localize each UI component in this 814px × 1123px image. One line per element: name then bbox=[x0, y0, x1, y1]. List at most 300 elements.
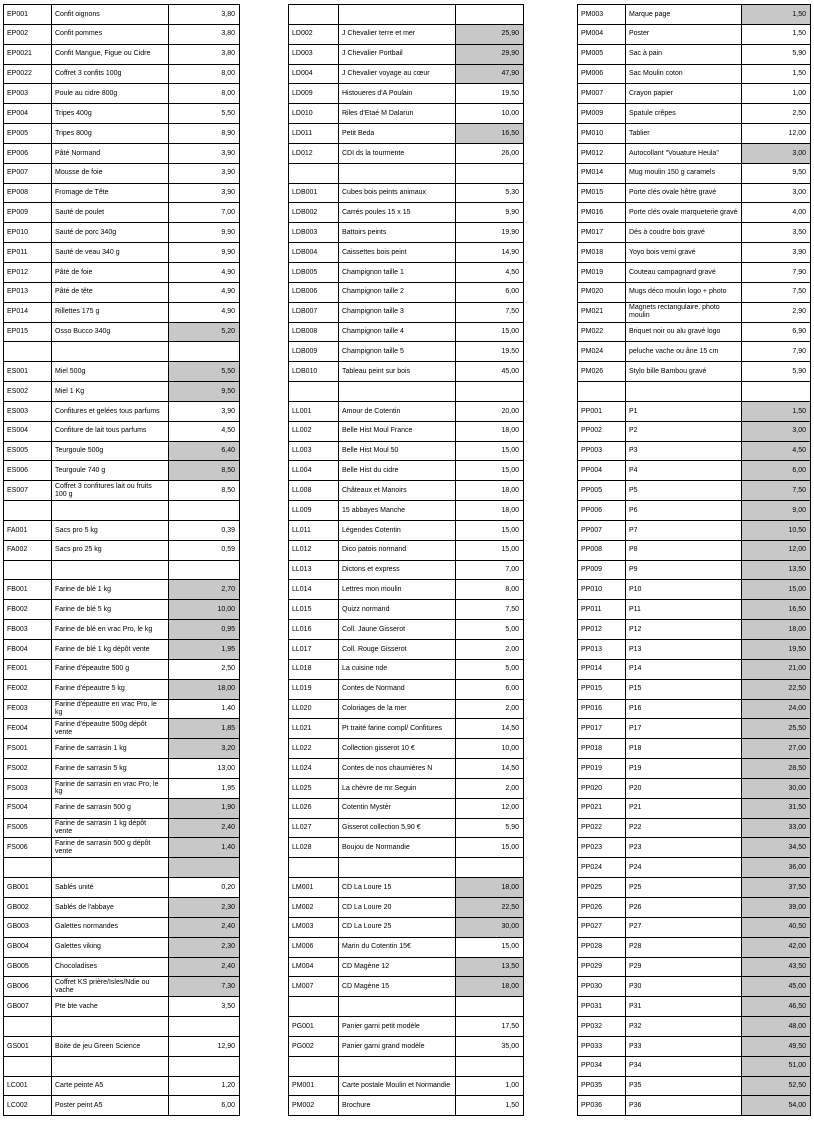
table-row bbox=[4, 163, 240, 183]
product-code-cell: EP010 bbox=[4, 223, 52, 243]
product-name-cell: Teurgoule 740 g bbox=[52, 461, 169, 481]
price-cell: 2,40 bbox=[169, 957, 240, 977]
product-name-cell: Coloriages de la mer bbox=[339, 699, 456, 719]
spacer-row bbox=[4, 342, 240, 362]
product-name-cell: Histoueres d'A Poulain bbox=[339, 84, 456, 104]
price-cell: 19,90 bbox=[456, 223, 524, 243]
product-code-cell: PM003 bbox=[578, 5, 626, 25]
price-cell: 12,90 bbox=[169, 1036, 240, 1056]
product-name-cell: Mousse de foie bbox=[52, 163, 169, 183]
price-cell: 42,00 bbox=[742, 937, 811, 957]
price-cell: 4,90 bbox=[169, 262, 240, 282]
price-cell bbox=[169, 342, 240, 362]
product-code-cell: LL013 bbox=[289, 560, 339, 580]
table-row bbox=[578, 44, 811, 64]
product-code-cell: FB002 bbox=[4, 600, 52, 620]
price-cell: 1,20 bbox=[169, 1076, 240, 1096]
price-cell: 21,00 bbox=[742, 659, 811, 679]
table-row bbox=[578, 778, 811, 798]
product-name-cell bbox=[339, 997, 456, 1017]
table-row bbox=[4, 481, 240, 501]
price-cell: 0,95 bbox=[169, 620, 240, 640]
table-row bbox=[289, 719, 524, 739]
product-name-cell: Dico patois normand bbox=[339, 540, 456, 560]
price-cell: 14,50 bbox=[456, 719, 524, 739]
product-code-cell: FA002 bbox=[4, 540, 52, 560]
product-code-cell: PP026 bbox=[578, 897, 626, 917]
product-code-cell: LL016 bbox=[289, 620, 339, 640]
product-code-cell: PP011 bbox=[578, 600, 626, 620]
table-row bbox=[4, 461, 240, 481]
spacer-row bbox=[289, 163, 524, 183]
table-row bbox=[4, 640, 240, 660]
price-cell: 7,50 bbox=[742, 282, 811, 302]
table-row bbox=[289, 342, 524, 362]
price-table-body bbox=[289, 5, 524, 1116]
price-cell: 33,00 bbox=[742, 818, 811, 838]
price-cell: 1,50 bbox=[742, 401, 811, 421]
table-row bbox=[4, 957, 240, 977]
table-row bbox=[4, 620, 240, 640]
product-code-cell: FS006 bbox=[4, 838, 52, 858]
product-code-cell: PM020 bbox=[578, 282, 626, 302]
product-name-cell: Farine de sarrasin 5 kg bbox=[52, 759, 169, 779]
product-code-cell: FB001 bbox=[4, 580, 52, 600]
price-cell: 8,00 bbox=[169, 84, 240, 104]
product-code-cell bbox=[289, 1056, 339, 1076]
price-cell: 2,70 bbox=[169, 580, 240, 600]
product-name-cell: P18 bbox=[626, 739, 742, 759]
product-name-cell: P29 bbox=[626, 957, 742, 977]
table-row bbox=[578, 1076, 811, 1096]
table-row bbox=[4, 24, 240, 44]
table-row bbox=[578, 560, 811, 580]
table-row bbox=[289, 84, 524, 104]
price-cell: 4,50 bbox=[169, 421, 240, 441]
price-cell: 2,40 bbox=[169, 917, 240, 937]
table-row bbox=[4, 143, 240, 163]
product-code-cell: LD009 bbox=[289, 84, 339, 104]
table-row bbox=[4, 878, 240, 898]
price-cell: 5,00 bbox=[456, 659, 524, 679]
product-name-cell: Poster peint A5 bbox=[52, 1096, 169, 1116]
product-name-cell: Poule au cidre 800g bbox=[52, 84, 169, 104]
product-code-cell: GB003 bbox=[4, 917, 52, 937]
table-row bbox=[4, 203, 240, 223]
product-code-cell: PP005 bbox=[578, 481, 626, 501]
price-cell: 13,50 bbox=[456, 957, 524, 977]
price-cell: 3,20 bbox=[169, 739, 240, 759]
price-cell: 2,40 bbox=[169, 818, 240, 838]
product-name-cell: Coll. Rouge Gisserot bbox=[339, 640, 456, 660]
price-cell: 3,00 bbox=[742, 143, 811, 163]
table-row bbox=[4, 759, 240, 779]
product-name-cell: Farine de blé en vrac Pro, le kg bbox=[52, 620, 169, 640]
product-code-cell: LL009 bbox=[289, 501, 339, 521]
product-name-cell: Boite de jeu Green Science bbox=[52, 1036, 169, 1056]
product-code-cell: LM007 bbox=[289, 977, 339, 997]
price-cell: 19,50 bbox=[456, 84, 524, 104]
product-code-cell: PP020 bbox=[578, 778, 626, 798]
price-cell: 9,90 bbox=[169, 243, 240, 263]
price-cell: 51,00 bbox=[742, 1056, 811, 1076]
table-row bbox=[289, 461, 524, 481]
product-name-cell: Pâté de tête bbox=[52, 282, 169, 302]
product-name-cell bbox=[339, 1056, 456, 1076]
price-cell: 7,90 bbox=[742, 262, 811, 282]
product-code-cell: ES004 bbox=[4, 421, 52, 441]
price-cell bbox=[169, 501, 240, 521]
product-name-cell: Coffret 3 confitures lait ou fruits 100 g bbox=[52, 481, 169, 501]
product-name-cell: Coffret 3 confits 100g bbox=[52, 64, 169, 84]
table-row bbox=[4, 1076, 240, 1096]
price-cell: 25,90 bbox=[456, 24, 524, 44]
table-row bbox=[4, 699, 240, 719]
table-row bbox=[4, 382, 240, 402]
product-code-cell bbox=[4, 501, 52, 521]
table-row bbox=[4, 838, 240, 858]
product-name-cell: P32 bbox=[626, 1017, 742, 1037]
product-name-cell: P7 bbox=[626, 520, 742, 540]
table-row bbox=[578, 679, 811, 699]
table-row bbox=[578, 183, 811, 203]
product-code-cell: LDB006 bbox=[289, 282, 339, 302]
product-code-cell: LDB010 bbox=[289, 362, 339, 382]
table-row bbox=[578, 540, 811, 560]
price-cell bbox=[742, 382, 811, 402]
product-code-cell: PM006 bbox=[578, 64, 626, 84]
price-cell: 7,00 bbox=[456, 560, 524, 580]
table-row bbox=[578, 501, 811, 521]
table-row bbox=[578, 163, 811, 183]
product-name-cell: Amour de Cotentin bbox=[339, 401, 456, 421]
product-code-cell: FS002 bbox=[4, 759, 52, 779]
price-cell: 3,80 bbox=[169, 5, 240, 25]
product-name-cell: Champignon taille 3 bbox=[339, 302, 456, 322]
product-code-cell: PP023 bbox=[578, 838, 626, 858]
table-row bbox=[289, 659, 524, 679]
product-name-cell: Farine de blé 1 kg bbox=[52, 580, 169, 600]
product-name-cell: Crayon papier bbox=[626, 84, 742, 104]
table-row bbox=[289, 878, 524, 898]
price-cell: 14,50 bbox=[456, 759, 524, 779]
product-name-cell: Collection gisserot 10 € bbox=[339, 739, 456, 759]
price-cell: 1,90 bbox=[169, 798, 240, 818]
product-name-cell bbox=[52, 501, 169, 521]
price-cell: 8,50 bbox=[169, 461, 240, 481]
price-cell: 40,50 bbox=[742, 917, 811, 937]
product-name-cell: Fromage de Tête bbox=[52, 183, 169, 203]
product-name-cell: Miel 1 Kg bbox=[52, 382, 169, 402]
product-code-cell: LDB003 bbox=[289, 223, 339, 243]
price-cell: 2,50 bbox=[169, 659, 240, 679]
table-row bbox=[4, 243, 240, 263]
product-code-cell: LM003 bbox=[289, 917, 339, 937]
table-row bbox=[578, 342, 811, 362]
price-cell: 13,00 bbox=[169, 759, 240, 779]
product-name-cell: Miel 500g bbox=[52, 362, 169, 382]
product-name-cell bbox=[52, 858, 169, 878]
product-name-cell: P25 bbox=[626, 878, 742, 898]
price-cell: 18,00 bbox=[742, 620, 811, 640]
product-name-cell: Couteau campagnard gravé bbox=[626, 262, 742, 282]
product-code-cell: GB002 bbox=[4, 897, 52, 917]
product-name-cell: Champignon taille 1 bbox=[339, 262, 456, 282]
price-table-2 bbox=[288, 4, 524, 1116]
product-name-cell: Champignon taille 4 bbox=[339, 322, 456, 342]
product-name-cell: CD La Loure 25 bbox=[339, 917, 456, 937]
product-name-cell: P20 bbox=[626, 778, 742, 798]
table-row bbox=[289, 64, 524, 84]
price-cell: 15,00 bbox=[456, 937, 524, 957]
table-row bbox=[578, 421, 811, 441]
product-name-cell: Tablier bbox=[626, 124, 742, 144]
product-name-cell: Châteaux et Manoirs bbox=[339, 481, 456, 501]
product-code-cell: PM007 bbox=[578, 84, 626, 104]
product-name-cell: P2 bbox=[626, 421, 742, 441]
price-cell bbox=[169, 1017, 240, 1037]
spacer-row bbox=[289, 1056, 524, 1076]
product-name-cell: Carte postale Moulin et Normandie bbox=[339, 1076, 456, 1096]
product-code-cell: EP0021 bbox=[4, 44, 52, 64]
table-row bbox=[4, 362, 240, 382]
table-row bbox=[578, 104, 811, 124]
product-name-cell: Gisserot collection 5,90 € bbox=[339, 818, 456, 838]
price-cell: 6,00 bbox=[456, 679, 524, 699]
table-row bbox=[289, 640, 524, 660]
product-code-cell: ES006 bbox=[4, 461, 52, 481]
table-row bbox=[578, 759, 811, 779]
table-row bbox=[578, 461, 811, 481]
table-row bbox=[578, 401, 811, 421]
table-row bbox=[578, 838, 811, 858]
table-row bbox=[4, 262, 240, 282]
price-cell: 24,00 bbox=[742, 699, 811, 719]
product-name-cell: Galettes viking bbox=[52, 937, 169, 957]
product-name-cell: P13 bbox=[626, 640, 742, 660]
product-code-cell: PG001 bbox=[289, 1017, 339, 1037]
product-name-cell: Stylo bille Bambou gravé bbox=[626, 362, 742, 382]
spacer-row bbox=[4, 560, 240, 580]
table-row bbox=[289, 540, 524, 560]
table-row bbox=[4, 580, 240, 600]
product-name-cell: Belle Hist Moul 50 bbox=[339, 441, 456, 461]
table-row bbox=[578, 798, 811, 818]
product-name-cell: Contes de Normand bbox=[339, 679, 456, 699]
price-cell: 13,50 bbox=[742, 560, 811, 580]
product-code-cell: PM016 bbox=[578, 203, 626, 223]
product-code-cell: PP017 bbox=[578, 719, 626, 739]
product-code-cell: PP001 bbox=[578, 401, 626, 421]
product-name-cell: J Chevalier voyage au cœur bbox=[339, 64, 456, 84]
product-name-cell: Confit oignons bbox=[52, 5, 169, 25]
product-name-cell: Porte clés ovale marqueterie gravé bbox=[626, 203, 742, 223]
table-row bbox=[4, 401, 240, 421]
product-name-cell: Farine de blé 5 kg bbox=[52, 600, 169, 620]
price-cell: 8,00 bbox=[169, 64, 240, 84]
product-name-cell: Légendes Cotentin bbox=[339, 520, 456, 540]
product-name-cell: Teurgoule 500g bbox=[52, 441, 169, 461]
price-cell: 9,50 bbox=[169, 382, 240, 402]
product-name-cell: Tripes 800g bbox=[52, 124, 169, 144]
product-code-cell: LL004 bbox=[289, 461, 339, 481]
price-cell: 0,20 bbox=[169, 878, 240, 898]
price-cell: 19,50 bbox=[456, 342, 524, 362]
price-cell: 3,50 bbox=[742, 223, 811, 243]
product-name-cell: Poster bbox=[626, 24, 742, 44]
product-code-cell: PM001 bbox=[289, 1076, 339, 1096]
product-name-cell: Sauté de porc 340g bbox=[52, 223, 169, 243]
price-cell bbox=[456, 5, 524, 25]
spacer-row bbox=[4, 501, 240, 521]
product-code-cell: PP021 bbox=[578, 798, 626, 818]
product-name-cell: P10 bbox=[626, 580, 742, 600]
table-row bbox=[578, 1017, 811, 1037]
product-code-cell bbox=[289, 382, 339, 402]
product-name-cell bbox=[339, 163, 456, 183]
price-cell: 47,90 bbox=[456, 64, 524, 84]
table-row bbox=[4, 659, 240, 679]
price-cell: 3,50 bbox=[169, 997, 240, 1017]
price-cell: 10,50 bbox=[742, 520, 811, 540]
price-cell: 4,50 bbox=[456, 262, 524, 282]
price-cell: 1,40 bbox=[169, 838, 240, 858]
product-code-cell: LL021 bbox=[289, 719, 339, 739]
product-code-cell: LL003 bbox=[289, 441, 339, 461]
table-row bbox=[289, 1017, 524, 1037]
price-cell: 31,50 bbox=[742, 798, 811, 818]
table-row bbox=[578, 362, 811, 382]
price-cell: 8,00 bbox=[456, 580, 524, 600]
price-cell: 16,50 bbox=[742, 600, 811, 620]
product-name-cell: CD Magène 15 bbox=[339, 977, 456, 997]
price-cell: 7,90 bbox=[742, 342, 811, 362]
table-row bbox=[4, 600, 240, 620]
price-cell: 25,50 bbox=[742, 719, 811, 739]
product-name-cell: Marin du Cotentin 15€ bbox=[339, 937, 456, 957]
product-code-cell: LC001 bbox=[4, 1076, 52, 1096]
price-cell: 5,90 bbox=[742, 44, 811, 64]
product-code-cell: PP025 bbox=[578, 878, 626, 898]
product-code-cell: PM024 bbox=[578, 342, 626, 362]
product-name-cell: Dés à coudre bois gravé bbox=[626, 223, 742, 243]
price-cell: 3,90 bbox=[169, 401, 240, 421]
price-cell: 18,00 bbox=[456, 481, 524, 501]
table-row bbox=[289, 1036, 524, 1056]
table-row bbox=[289, 759, 524, 779]
product-code-cell: PP004 bbox=[578, 461, 626, 481]
price-cell: 34,50 bbox=[742, 838, 811, 858]
price-cell: 5,90 bbox=[456, 818, 524, 838]
table-row bbox=[289, 977, 524, 997]
price-cell: 18,00 bbox=[456, 421, 524, 441]
product-name-cell bbox=[52, 560, 169, 580]
price-cell: 4,00 bbox=[742, 203, 811, 223]
table-row bbox=[4, 5, 240, 25]
table-row bbox=[578, 937, 811, 957]
product-code-cell: PM018 bbox=[578, 243, 626, 263]
price-cell: 15,00 bbox=[742, 580, 811, 600]
table-row bbox=[4, 937, 240, 957]
product-name-cell bbox=[52, 1017, 169, 1037]
table-row bbox=[578, 580, 811, 600]
price-cell: 1,40 bbox=[169, 699, 240, 719]
price-cell: 1,95 bbox=[169, 778, 240, 798]
table-row bbox=[578, 600, 811, 620]
product-name-cell: Lettres mon moulin bbox=[339, 580, 456, 600]
product-code-cell: EP007 bbox=[4, 163, 52, 183]
price-cell: 10,00 bbox=[456, 104, 524, 124]
table-row bbox=[578, 957, 811, 977]
product-code-cell: PP027 bbox=[578, 917, 626, 937]
price-cell: 4,90 bbox=[169, 302, 240, 322]
product-code-cell: EP015 bbox=[4, 322, 52, 342]
table-row bbox=[578, 640, 811, 660]
price-cell: 9,90 bbox=[169, 223, 240, 243]
price-cell: 3,90 bbox=[742, 243, 811, 263]
product-code-cell: PP006 bbox=[578, 501, 626, 521]
product-name-cell: P14 bbox=[626, 659, 742, 679]
product-code-cell: LL015 bbox=[289, 600, 339, 620]
product-name-cell: P23 bbox=[626, 838, 742, 858]
product-code-cell: ES007 bbox=[4, 481, 52, 501]
table-row bbox=[4, 977, 240, 997]
product-name-cell: Caissettes bois peint bbox=[339, 243, 456, 263]
price-cell: 7,00 bbox=[169, 203, 240, 223]
price-cell: 15,00 bbox=[456, 461, 524, 481]
product-name-cell: Sacs pro 25 kg bbox=[52, 540, 169, 560]
price-cell: 22,50 bbox=[456, 897, 524, 917]
price-cell: 3,90 bbox=[169, 163, 240, 183]
price-cell: 3,80 bbox=[169, 44, 240, 64]
product-name-cell: Panier garni petit modèle bbox=[339, 1017, 456, 1037]
price-cell: 1,50 bbox=[742, 64, 811, 84]
table-row bbox=[289, 620, 524, 640]
product-name-cell: Confitures et gelées tous parfums bbox=[52, 401, 169, 421]
product-code-cell: PM022 bbox=[578, 322, 626, 342]
product-code-cell: PP008 bbox=[578, 540, 626, 560]
product-code-cell: PP030 bbox=[578, 977, 626, 997]
product-name-cell bbox=[52, 1056, 169, 1076]
product-name-cell: Tableau peint sur bois bbox=[339, 362, 456, 382]
product-name-cell: Coll. Jaune Gisserot bbox=[339, 620, 456, 640]
price-cell: 26,00 bbox=[456, 143, 524, 163]
product-name-cell: Cubes bois peints animaux bbox=[339, 183, 456, 203]
table-row bbox=[289, 600, 524, 620]
price-table-1 bbox=[3, 4, 240, 1116]
table-row bbox=[289, 957, 524, 977]
product-code-cell: LL012 bbox=[289, 540, 339, 560]
product-code-cell: GB007 bbox=[4, 997, 52, 1017]
product-name-cell: Pt traité farine compl/ Confitures bbox=[339, 719, 456, 739]
table-row bbox=[4, 183, 240, 203]
product-name-cell: Pâté Normand bbox=[52, 143, 169, 163]
product-name-cell: Confiture de lait tous parfums bbox=[52, 421, 169, 441]
price-cell: 2,50 bbox=[742, 104, 811, 124]
table-row bbox=[578, 282, 811, 302]
price-cell: 15,00 bbox=[456, 441, 524, 461]
product-name-cell: Rillettes 175 g bbox=[52, 302, 169, 322]
product-code-cell: LD002 bbox=[289, 24, 339, 44]
product-code-cell: LM006 bbox=[289, 937, 339, 957]
product-code-cell: GB004 bbox=[4, 937, 52, 957]
spacer-row bbox=[289, 5, 524, 25]
price-cell: 1,00 bbox=[742, 84, 811, 104]
product-name-cell: Petit Beda bbox=[339, 124, 456, 144]
product-code-cell: EP001 bbox=[4, 5, 52, 25]
product-name-cell bbox=[339, 5, 456, 25]
product-name-cell: Contes de nos chaumières N bbox=[339, 759, 456, 779]
